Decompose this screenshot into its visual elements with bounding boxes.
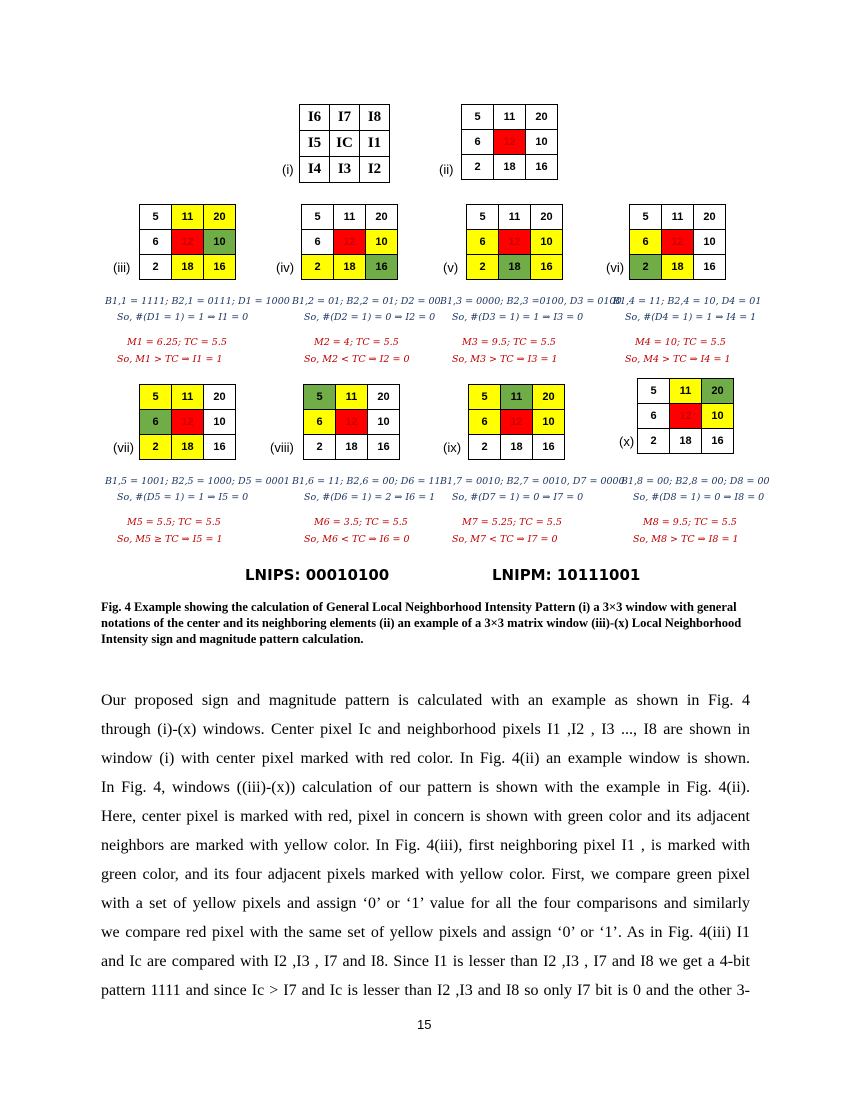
grid-cell: 12	[172, 410, 204, 435]
grid-cell: I2	[360, 157, 390, 183]
grid-cell: 2	[140, 255, 172, 280]
body-line: and Ic are compared with I2 ,I3 , I7 and I8. Since I1 is lesser than I2 ,I3 , I7 and I8 we get a 4-bit	[101, 953, 750, 970]
body-line: pattern 1111 and since Ic > I7 and Ic is lesser than I2 ,I3 and I8 so only I7 bit is 0 and the other 3-	[101, 982, 750, 999]
grid-cell: IC	[330, 131, 360, 157]
page-number: 15	[417, 1017, 432, 1032]
grid-cell: 5	[302, 205, 334, 230]
grid-cell: 16	[531, 255, 563, 280]
grid-cell: I6	[300, 105, 330, 131]
grid-cell: 12	[670, 404, 702, 429]
window-grid	[303, 384, 400, 460]
window-label: (vii)	[113, 440, 134, 455]
grid-cell: 18	[334, 255, 366, 280]
grid-cell: 18	[336, 435, 368, 460]
grid-cell: I5	[300, 131, 330, 157]
grid-cell: 6	[140, 410, 172, 435]
grid-cell: 10	[531, 230, 563, 255]
grid-cell: 20	[694, 205, 726, 230]
window-label: (iii)	[113, 260, 131, 275]
grid-cell: 5	[630, 205, 662, 230]
body-line: Here, center pixel is marked with red, pixel in concern is shown with green color and its adjacent	[101, 808, 750, 825]
grid-cell: 10	[368, 410, 400, 435]
grid-cell: 10	[366, 230, 398, 255]
sign-computation: So, #(D5 = 1) = 1 ⇒ I5 = 0	[117, 492, 249, 503]
grid-cell: 20	[366, 205, 398, 230]
grid-cell: I3	[330, 157, 360, 183]
magnitude-computation: M4 = 10; TC = 5.5	[635, 337, 726, 348]
window-label: (vi)	[606, 260, 625, 275]
grid-cell: 6	[302, 230, 334, 255]
grid-cell: 18	[172, 435, 204, 460]
grid-cell: 2	[140, 435, 172, 460]
sign-computation: B1,1 = 1111; B2,1 = 0111; D1 = 1000	[105, 296, 290, 307]
magnitude-computation: So, M7 < TC ⇒ I7 = 0	[452, 534, 558, 545]
grid-cell: 10	[526, 130, 558, 155]
grid-cell: 11	[336, 385, 368, 410]
window-grid	[139, 384, 236, 460]
body-line: In Fig. 4, windows ((iii)-(x)) calculation of our pattern is shown with the example in Fig. 4(ii).	[101, 779, 750, 796]
grid-cell: 12	[336, 410, 368, 435]
grid-cell: 5	[469, 385, 501, 410]
grid-cell: 16	[366, 255, 398, 280]
window-label: (x)	[619, 434, 635, 449]
window-grid	[466, 204, 563, 280]
grid-cell: 2	[304, 435, 336, 460]
grid-cell: 11	[334, 205, 366, 230]
window-label: (v)	[443, 260, 459, 275]
grid-cell: 10	[702, 404, 734, 429]
magnitude-computation: So, M3 > TC ⇒ I3 = 1	[452, 354, 558, 365]
grid-cell: 11	[499, 205, 531, 230]
magnitude-computation: So, M8 > TC ⇒ I8 = 1	[633, 534, 739, 545]
sign-computation: B1,7 = 0010; B2,7 = 0010, D7 = 0000	[440, 476, 625, 487]
example-window-grid	[461, 104, 558, 180]
grid-cell: 20	[526, 105, 558, 130]
window-grid	[468, 384, 565, 460]
figure-caption: Fig. 4 Example showing the calculation of General Local Neighborhood Intensity Pattern (i) a 3×3 window with general notations of the center and its neighboring elements (ii) an example of a 3×3 matrix window (iii)-(x) Local Neighborhood Intensity sign and magnitude pattern calculation.	[101, 600, 742, 646]
sign-computation: B1,2 = 01; B2,2 = 01; D2 = 00	[292, 296, 441, 307]
grid-cell: 18	[172, 255, 204, 280]
grid-cell: 20	[204, 385, 236, 410]
grid-cell: 12	[172, 230, 204, 255]
magnitude-computation: M8 = 9.5; TC = 5.5	[643, 517, 737, 528]
sign-computation: B1,3 = 0000; B2,3 =0100, D3 = 0100	[440, 296, 622, 307]
sign-computation: So, #(D8 = 1) = 0 ⇒ I8 = 0	[633, 492, 765, 503]
grid-cell: 16	[526, 155, 558, 180]
body-line: Our proposed sign and magnitude pattern is calculated with an example as shown in Fig. 4	[101, 692, 750, 709]
lnip-sign-result: LNIPS: 00010100	[245, 566, 390, 584]
grid-cell: 6	[638, 404, 670, 429]
grid-cell: 6	[140, 230, 172, 255]
magnitude-computation: M3 = 9.5; TC = 5.5	[462, 337, 556, 348]
magnitude-computation: So, M5 ≥ TC ⇒ I5 = 1	[117, 534, 223, 545]
magnitude-computation: M2 = 4; TC = 5.5	[314, 337, 399, 348]
magnitude-computation: M5 = 5.5; TC = 5.5	[127, 517, 221, 528]
sign-computation: So, #(D7 = 1) = 0 ⇒ I7 = 0	[452, 492, 584, 503]
grid-cell: 11	[494, 105, 526, 130]
grid-cell: 11	[501, 385, 533, 410]
sign-computation: B1,8 = 00; B2,8 = 00; D8 = 00	[621, 476, 770, 487]
grid-cell: 6	[304, 410, 336, 435]
grid-cell: 6	[630, 230, 662, 255]
grid-cell: 5	[462, 105, 494, 130]
grid-cell: 6	[467, 230, 499, 255]
body-line: neighbors are marked with yellow color. In Fig. 4(iii), first neighboring pixel I1 , is marked with	[101, 837, 750, 854]
magnitude-computation: M1 = 6.25; TC = 5.5	[127, 337, 227, 348]
window-grid	[301, 204, 398, 280]
grid-cell: 5	[304, 385, 336, 410]
grid-cell: 11	[670, 379, 702, 404]
body-line: with a set of yellow pixels and assign ‘0’ or ‘1’ value for all the four comparisons and similarly	[101, 895, 750, 912]
magnitude-computation: M7 = 5.25; TC = 5.5	[462, 517, 562, 528]
window-label: (i)	[282, 162, 294, 177]
window-label: (iv)	[276, 260, 295, 275]
grid-cell: 6	[469, 410, 501, 435]
grid-cell: 2	[630, 255, 662, 280]
grid-cell: 2	[467, 255, 499, 280]
grid-cell: 12	[499, 230, 531, 255]
magnitude-computation: So, M4 > TC ⇒ I4 = 1	[625, 354, 731, 365]
body-line: through (i)-(x) windows. Center pixel Ic and neighborhood pixels I1 ,I2 , I3 ..., I8 are shown in	[101, 721, 750, 738]
magnitude-computation: M6 = 3.5; TC = 5.5	[314, 517, 408, 528]
sign-computation: B1,5 = 1001; B2,5 = 1000; D5 = 0001	[105, 476, 290, 487]
grid-cell: 6	[462, 130, 494, 155]
grid-cell: 2	[302, 255, 334, 280]
grid-cell: 2	[638, 429, 670, 454]
grid-cell: 16	[204, 255, 236, 280]
grid-cell: 16	[533, 435, 565, 460]
sign-computation: B1,4 = 11; B2,4 = 10, D4 = 01	[613, 296, 762, 307]
grid-cell: 12	[501, 410, 533, 435]
window-grid	[139, 204, 236, 280]
grid-cell: 12	[494, 130, 526, 155]
grid-cell: 12	[334, 230, 366, 255]
window-label: (viii)	[270, 440, 294, 455]
window-label: (ii)	[439, 162, 454, 177]
grid-cell: 18	[501, 435, 533, 460]
grid-cell: 16	[368, 435, 400, 460]
grid-cell: 18	[499, 255, 531, 280]
sign-computation: So, #(D3 = 1) = 1 ⇒ I3 = 0	[452, 312, 584, 323]
body-line: green color, and its four adjacent pixels marked with yellow color. First, we compare green pixel	[101, 866, 750, 883]
grid-cell: I7	[330, 105, 360, 131]
sign-computation: So, #(D2 = 1) = 0 ⇒ I2 = 0	[304, 312, 436, 323]
grid-cell: 5	[140, 385, 172, 410]
window-grid	[637, 378, 734, 454]
grid-cell: 16	[694, 255, 726, 280]
grid-cell: 18	[670, 429, 702, 454]
grid-cell: 11	[662, 205, 694, 230]
grid-cell: 10	[533, 410, 565, 435]
body-line: window (i) with center pixel marked with red color. In Fig. 4(ii) an example window is shown.	[101, 750, 750, 767]
magnitude-computation: So, M1 > TC ⇒ I1 = 1	[117, 354, 223, 365]
sign-computation: So, #(D6 = 1) = 2 ⇒ I6 = 1	[304, 492, 436, 503]
grid-cell: 10	[694, 230, 726, 255]
lnip-magnitude-result: LNIPM: 10111001	[492, 566, 641, 584]
grid-cell: 20	[533, 385, 565, 410]
grid-cell: 2	[469, 435, 501, 460]
sign-computation: So, #(D4 = 1) = 1 ⇒ I4 = 1	[625, 312, 757, 323]
body-text	[101, 686, 750, 1005]
general-window-grid	[299, 104, 390, 183]
grid-cell: 11	[172, 385, 204, 410]
grid-cell: 20	[204, 205, 236, 230]
grid-cell: I1	[360, 131, 390, 157]
sign-computation: So, #(D1 = 1) = 1 ⇒ I1 = 0	[117, 312, 249, 323]
grid-cell: I4	[300, 157, 330, 183]
grid-cell: 18	[494, 155, 526, 180]
grid-cell: 2	[462, 155, 494, 180]
magnitude-computation: So, M2 < TC ⇒ I2 = 0	[304, 354, 410, 365]
grid-cell: 12	[662, 230, 694, 255]
window-label: (ix)	[443, 440, 462, 455]
grid-cell: 5	[140, 205, 172, 230]
grid-cell: 20	[702, 379, 734, 404]
grid-cell: 11	[172, 205, 204, 230]
grid-cell: 20	[368, 385, 400, 410]
grid-cell: 20	[531, 205, 563, 230]
grid-cell: 10	[204, 410, 236, 435]
grid-cell: I8	[360, 105, 390, 131]
grid-cell: 16	[204, 435, 236, 460]
grid-cell: 18	[662, 255, 694, 280]
grid-cell: 16	[702, 429, 734, 454]
sign-computation: B1,6 = 11; B2,6 = 00; D6 = 11	[292, 476, 441, 487]
body-line: we compare red pixel with the same set of yellow pixels and assign ‘0’ or ‘1’. As in Fig. 4(iii) I1	[101, 924, 750, 941]
magnitude-computation: So, M6 < TC ⇒ I6 = 0	[304, 534, 410, 545]
window-grid	[629, 204, 726, 280]
grid-cell: 5	[638, 379, 670, 404]
grid-cell: 5	[467, 205, 499, 230]
grid-cell: 10	[204, 230, 236, 255]
